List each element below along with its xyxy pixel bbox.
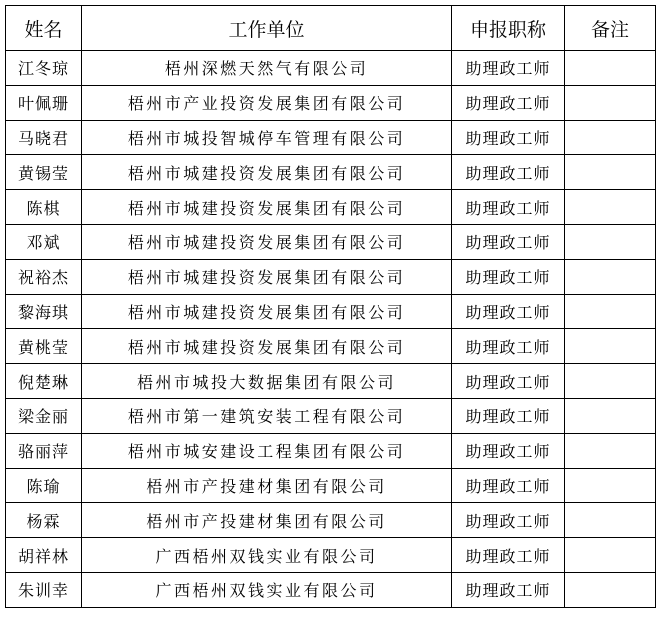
cell-note <box>565 294 656 329</box>
cell-title: 助理政工师 <box>452 120 565 155</box>
cell-unit: 广西梧州双钱实业有限公司 <box>82 538 452 573</box>
cell-unit: 梧州市产投建材集团有限公司 <box>82 503 452 538</box>
cell-title: 助理政工师 <box>452 468 565 503</box>
cell-name: 朱训幸 <box>6 572 82 607</box>
cell-name: 胡祥林 <box>6 538 82 573</box>
cell-name: 杨霖 <box>6 503 82 538</box>
table-row <box>6 538 656 573</box>
cell-unit: 梧州市第一建筑安装工程有限公司 <box>82 398 452 433</box>
cell-title: 助理政工师 <box>452 433 565 468</box>
table-row <box>6 572 656 607</box>
cell-unit: 梧州深燃天然气有限公司 <box>82 51 452 86</box>
cell-title: 助理政工师 <box>452 85 565 120</box>
cell-name: 倪楚琳 <box>6 364 82 399</box>
cell-name: 陈棋 <box>6 190 82 225</box>
header-title: 申报职称 <box>452 6 565 51</box>
table-row <box>6 259 656 294</box>
table-header <box>6 6 656 51</box>
cell-note <box>565 572 656 607</box>
cell-note <box>565 503 656 538</box>
cell-name: 江冬琼 <box>6 51 82 86</box>
personnel-table <box>5 5 656 608</box>
cell-unit: 梧州市城投大数据集团有限公司 <box>82 364 452 399</box>
cell-name: 黎海琪 <box>6 294 82 329</box>
table-row <box>6 468 656 503</box>
cell-title: 助理政工师 <box>452 294 565 329</box>
cell-note <box>565 120 656 155</box>
table-row <box>6 329 656 364</box>
cell-unit: 梧州市城建投资发展集团有限公司 <box>82 155 452 190</box>
cell-note <box>565 538 656 573</box>
cell-unit: 梧州市产业投资发展集团有限公司 <box>82 85 452 120</box>
header-name: 姓名 <box>6 6 82 51</box>
cell-note <box>565 468 656 503</box>
cell-unit: 广西梧州双钱实业有限公司 <box>82 572 452 607</box>
table-row <box>6 224 656 259</box>
table-row <box>6 433 656 468</box>
cell-name: 陈瑜 <box>6 468 82 503</box>
cell-note <box>565 85 656 120</box>
cell-note <box>565 329 656 364</box>
cell-title: 助理政工师 <box>452 51 565 86</box>
table-row <box>6 120 656 155</box>
cell-unit: 梧州市城投智城停车管理有限公司 <box>82 120 452 155</box>
cell-note <box>565 190 656 225</box>
cell-title: 助理政工师 <box>452 503 565 538</box>
cell-unit: 梧州市城建投资发展集团有限公司 <box>82 329 452 364</box>
cell-note <box>565 398 656 433</box>
cell-title: 助理政工师 <box>452 190 565 225</box>
cell-name: 祝裕杰 <box>6 259 82 294</box>
cell-note <box>565 364 656 399</box>
cell-name: 黄桃莹 <box>6 329 82 364</box>
table-row <box>6 294 656 329</box>
cell-title: 助理政工师 <box>452 329 565 364</box>
table-row <box>6 85 656 120</box>
cell-note <box>565 433 656 468</box>
cell-name: 叶佩珊 <box>6 85 82 120</box>
cell-unit: 梧州市城建投资发展集团有限公司 <box>82 190 452 225</box>
cell-title: 助理政工师 <box>452 538 565 573</box>
cell-unit: 梧州市产投建材集团有限公司 <box>82 468 452 503</box>
cell-unit: 梧州市城安建设工程集团有限公司 <box>82 433 452 468</box>
table-row <box>6 155 656 190</box>
cell-name: 梁金丽 <box>6 398 82 433</box>
cell-title: 助理政工师 <box>452 398 565 433</box>
cell-title: 助理政工师 <box>452 259 565 294</box>
cell-title: 助理政工师 <box>452 224 565 259</box>
table-row <box>6 398 656 433</box>
cell-unit: 梧州市城建投资发展集团有限公司 <box>82 224 452 259</box>
cell-note <box>565 155 656 190</box>
cell-name: 马晓君 <box>6 120 82 155</box>
header-note: 备注 <box>565 6 656 51</box>
cell-name: 黄锡莹 <box>6 155 82 190</box>
table-body <box>6 51 656 608</box>
cell-title: 助理政工师 <box>452 155 565 190</box>
table-row <box>6 51 656 86</box>
table-row <box>6 364 656 399</box>
cell-note <box>565 224 656 259</box>
cell-unit: 梧州市城建投资发展集团有限公司 <box>82 294 452 329</box>
cell-title: 助理政工师 <box>452 572 565 607</box>
cell-name: 邓斌 <box>6 224 82 259</box>
cell-title: 助理政工师 <box>452 364 565 399</box>
cell-name: 骆丽萍 <box>6 433 82 468</box>
cell-note <box>565 51 656 86</box>
cell-note <box>565 259 656 294</box>
header-row <box>6 6 656 51</box>
header-unit: 工作单位 <box>82 6 452 51</box>
cell-unit: 梧州市城建投资发展集团有限公司 <box>82 259 452 294</box>
table-row <box>6 503 656 538</box>
table-row <box>6 190 656 225</box>
